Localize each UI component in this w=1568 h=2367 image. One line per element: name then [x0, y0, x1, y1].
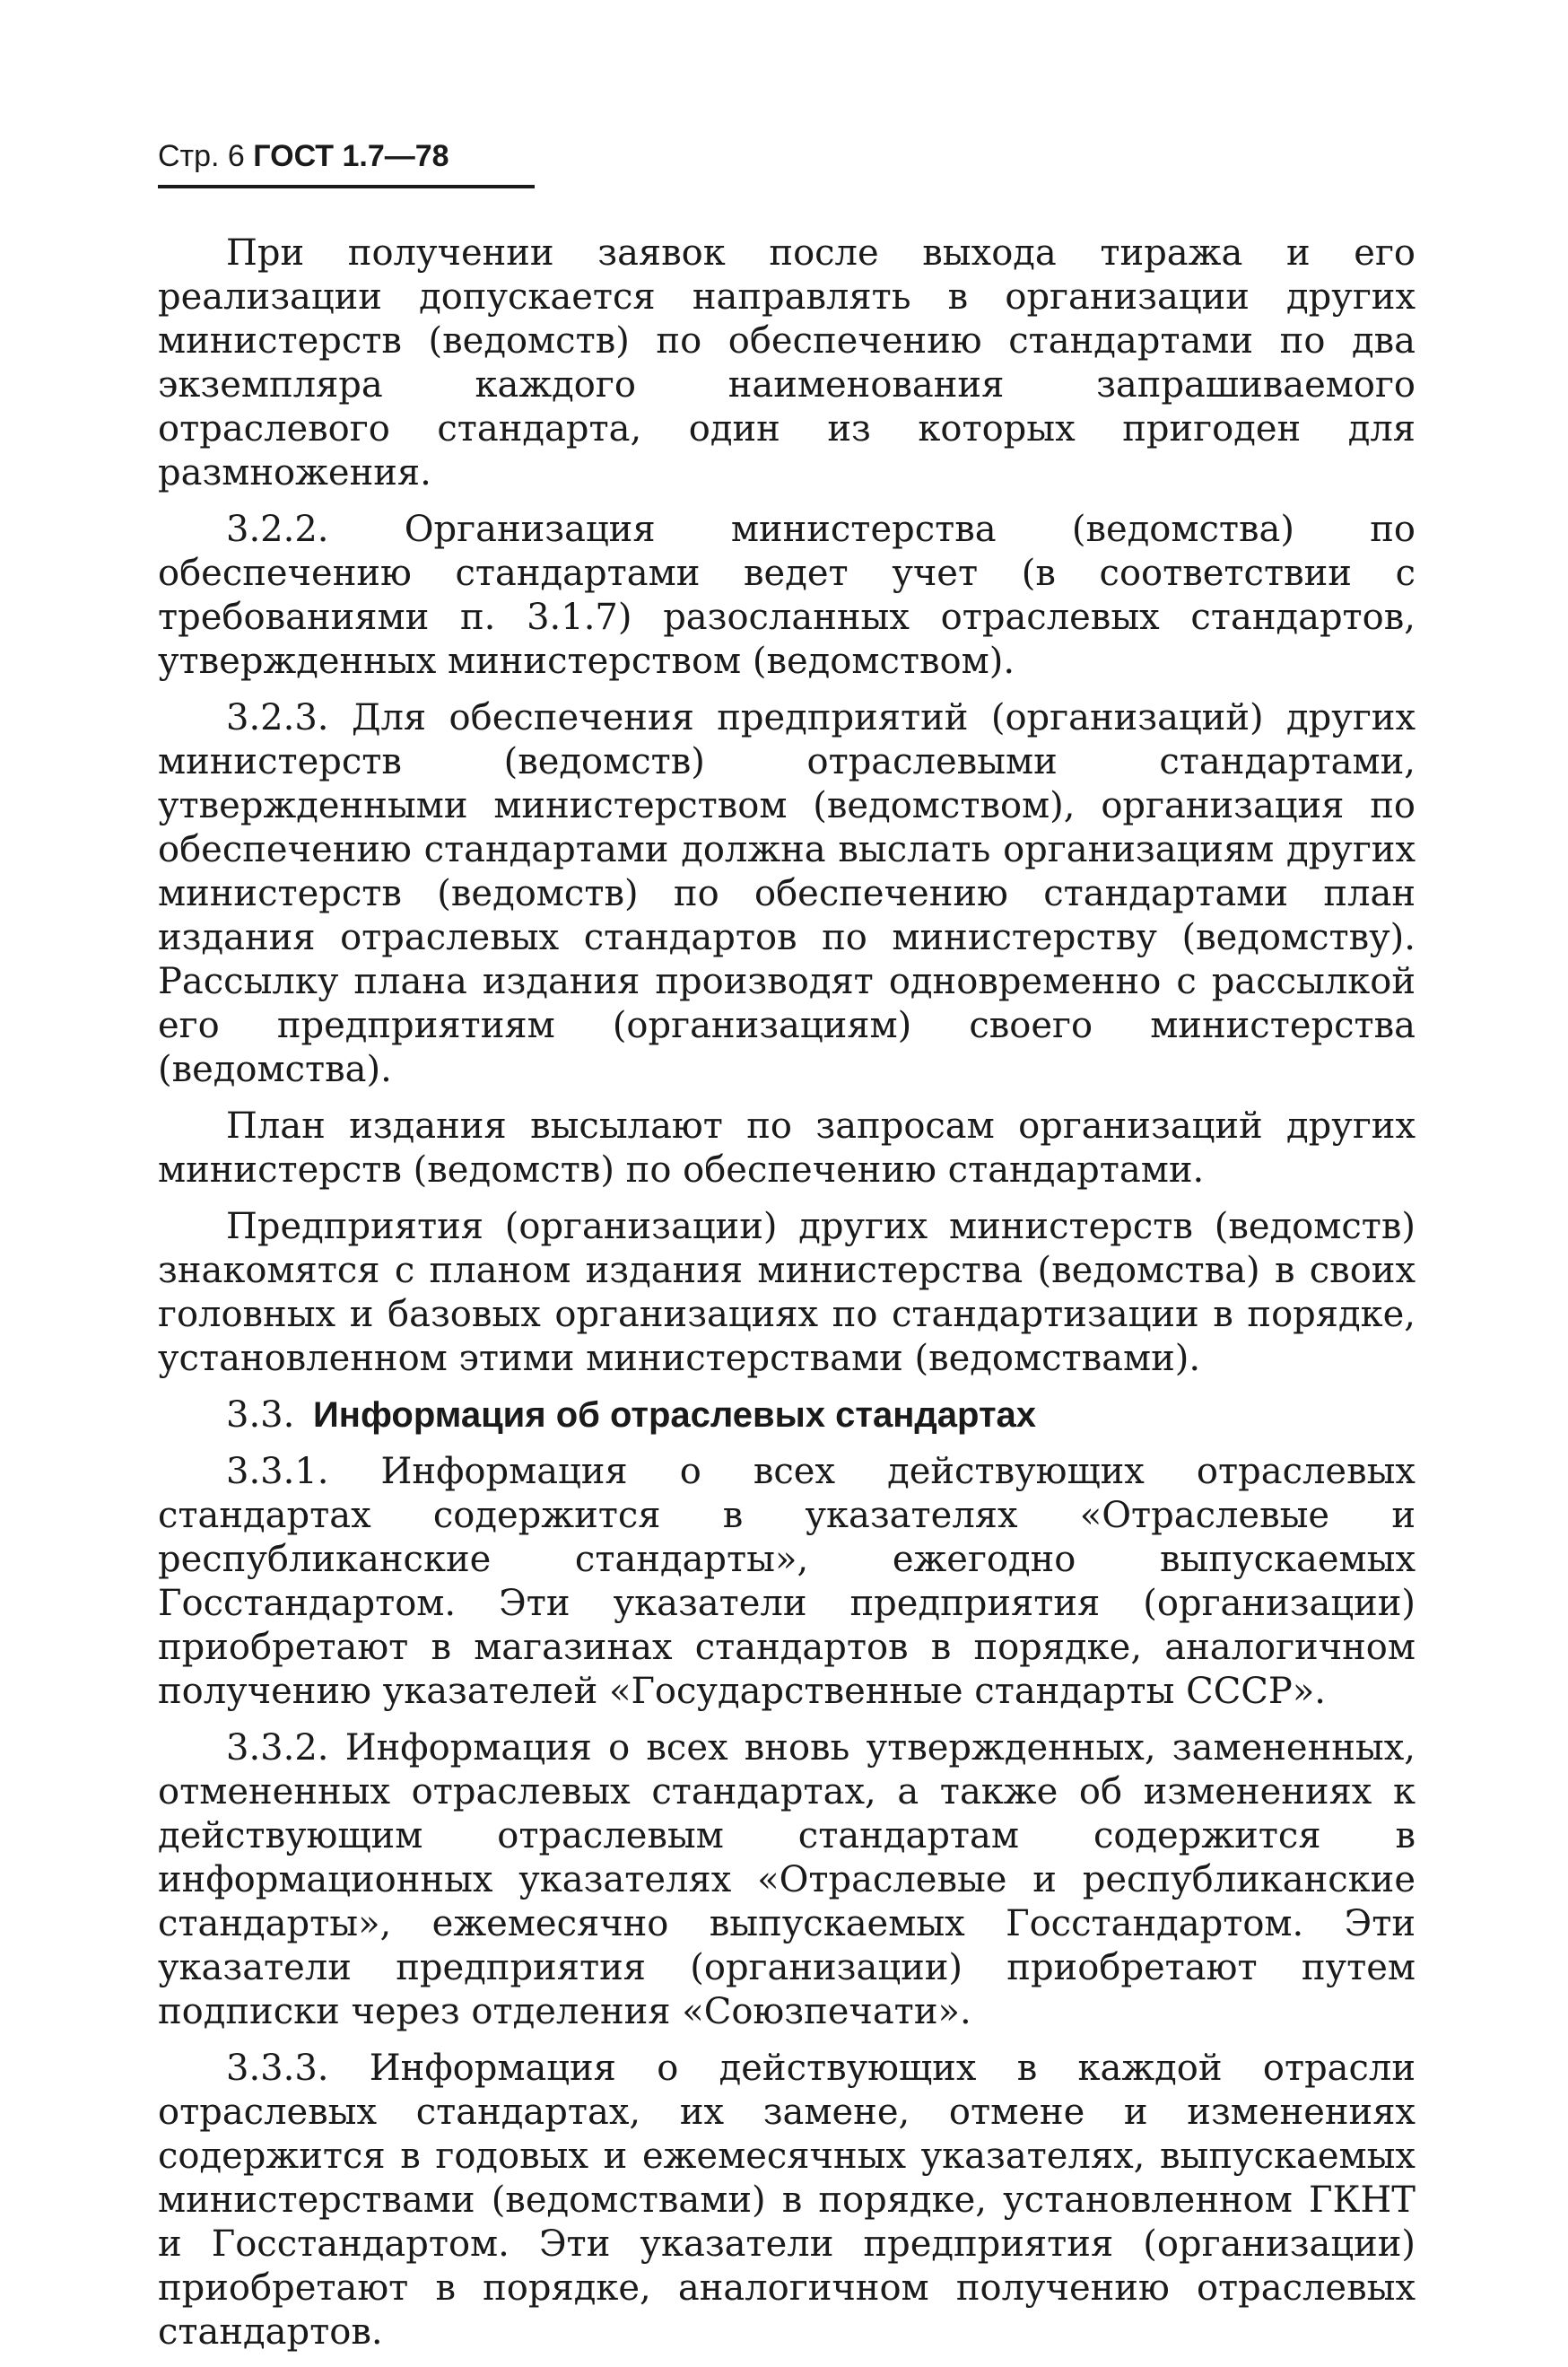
page-header: [158, 135, 535, 178]
document-body: [158, 231, 1416, 2367]
paragraph-3-2-3: 3.2.3. Для обеспечения предприятий (организаций) других министерств (ведомств) отраслевыми стандартами, утвержденными министерством (ведомством), организация по обеспечению стандартами должна выслать организациям других министерств (ведомств) по обеспечению стандартами план издания отраслевых стандартов по министерству (ведомству). Рассылку плана издания производят одновременно с рассылкой его предприятиям (организациям) своего министерства (ведомства).: [158, 697, 1416, 1090]
paragraph-3-3-1: 3.3.1. Информация о всех действующих отраслевых стандартах содержится в указателях «Отраслевые и республиканские стандарты», ежегодно выпускаемых Госстандартом. Эти указатели предприятия (организации) приобретают в магазинах стандартов в порядке, аналогичном получению указателей «Государственные стандарты СССР».: [158, 1451, 1416, 1712]
paragraph-enterprises: Предприятия (организации) других министерств (ведомств) знакомятся с планом издания министерства (ведомства) в своих головных и базовых организациях по стандартизации в порядке, установленном этими министерствами (ведомствами).: [158, 1206, 1416, 1379]
document-code: ГОСТ 1.7—78: [253, 139, 449, 173]
paragraph-3-3-3: 3.3.3. Информация о действующих в каждой отрасли отраслевых стандартах, их замене, отмене и изменениях содержится в годовых и ежемесячных указателях, выпускаемых министерствами (ведомствами) в порядке, установленном ГКНТ и Госстандартом. Эти указатели предприятия (организации) приобретают в порядке, аналогичном получению отраслевых стандартов.: [158, 2048, 1416, 2353]
section-title: Информация об отраслевых стандартах: [313, 1395, 1037, 1435]
section-number: 3.3.: [226, 1394, 295, 1436]
paragraph-plan-request: План издания высылают по запросам организаций других министерств (ведомств) по обеспечению стандартами.: [158, 1105, 1416, 1191]
paragraph-intro: При получении заявок после выхода тиража и его реализации допускается направлять в организации других министерств (ведомств) по обеспечению стандартами по два экземпляра каждого наименования запрашиваемого отраслевого стандарта, один из которых пригоден для размножения.: [158, 232, 1416, 493]
paragraph-3-3-2: 3.3.2. Информация о всех вновь утвержденных, замененных, отмененных отраслевых стандартах, а также об изменениях к действующим отраслевым стандартам содержится в информационных указателях «Отраслевые и республиканские стандарты», ежемесячно выпускаемых Госстандартом. Эти указатели предприятия (организации) приобретают путем подписки через отделения «Союзпечати».: [158, 1727, 1416, 2032]
page-number: Стр. 6: [158, 139, 245, 173]
section-heading-3-3: [158, 1393, 1416, 1437]
header-rule: [158, 185, 535, 188]
paragraph-3-2-2: 3.2.2. Организация министерства (ведомства) по обеспечению стандартами ведет учет (в соответствии с требованиями п. 3.1.7) разосланных отраслевых стандартов, утвержденных министерством (ведомством).: [158, 509, 1416, 682]
